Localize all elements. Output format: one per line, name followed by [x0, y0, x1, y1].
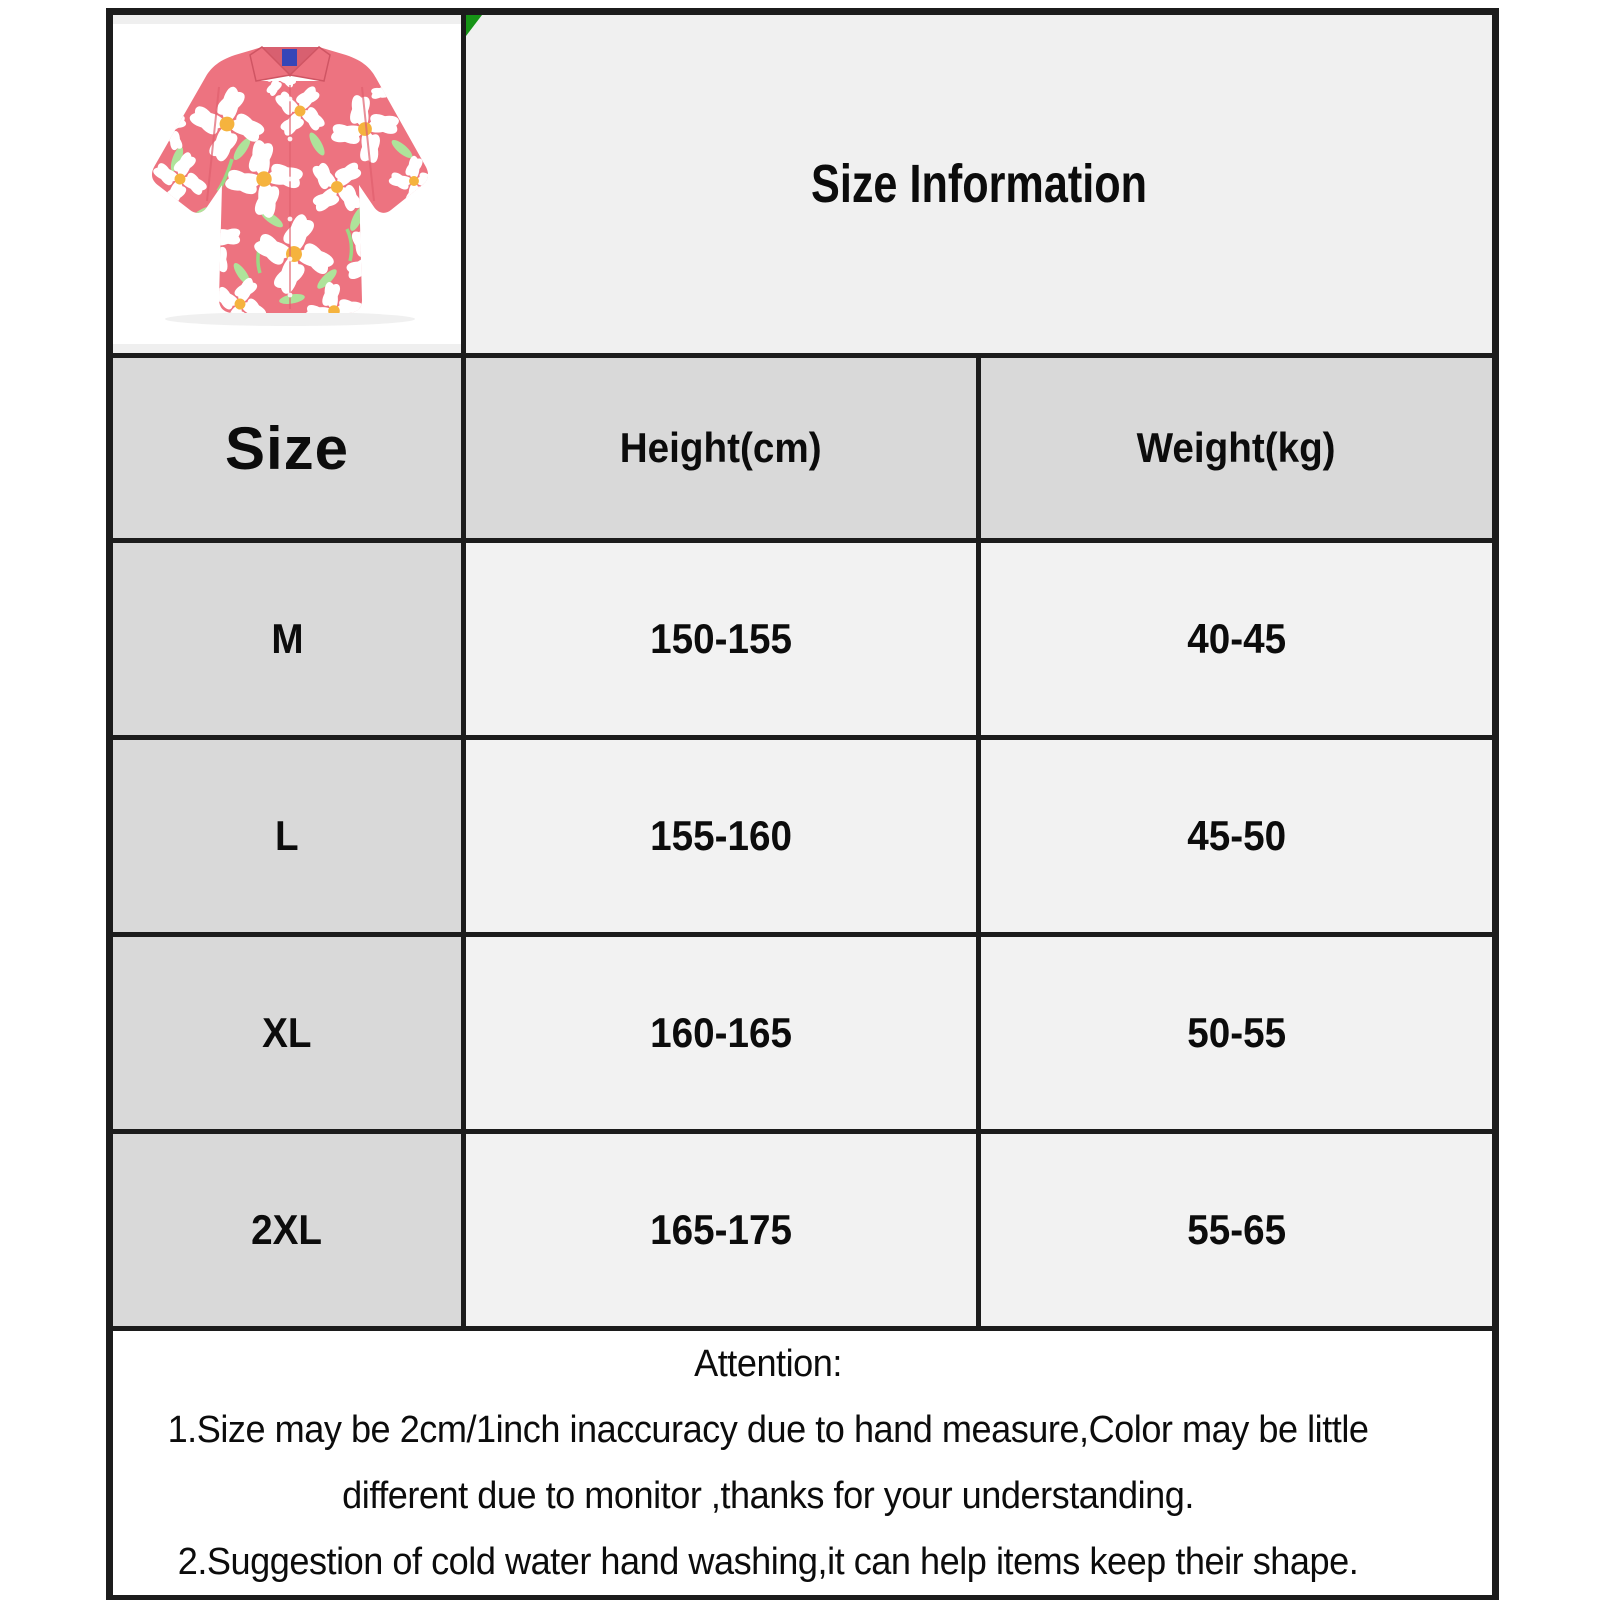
- column-header-height: Height(cm): [464, 356, 979, 541]
- photo-edge-strip: [113, 344, 461, 353]
- size-label-2xl: 2XL: [110, 1132, 464, 1329]
- attention-line: 1.Size may be 2cm/1inch inaccuracy due to hand measure,Color may be little: [167, 1409, 1369, 1451]
- column-header-row: [110, 356, 1496, 541]
- attention-row: [110, 1329, 1496, 1599]
- weight-value-xl: 50-55: [979, 935, 1496, 1132]
- size-information-header-cell: [464, 12, 1496, 356]
- height-value-m: 150-155: [464, 541, 979, 738]
- size-label-xl: XL: [110, 935, 464, 1132]
- size-table: [106, 8, 1499, 1600]
- attention-box: [110, 1329, 1496, 1599]
- attention-line: 2.Suggestion of cold water hand washing,it can help items keep their shape.: [177, 1541, 1359, 1583]
- height-value-2xl: 165-175: [464, 1132, 979, 1329]
- corner-marker-icon: [466, 15, 482, 36]
- weight-value-l: 45-50: [979, 738, 1496, 935]
- column-header-weight: Weight(kg): [979, 356, 1496, 541]
- weight-value-2xl: 55-65: [979, 1132, 1496, 1329]
- collar-tag: [282, 49, 297, 66]
- size-label-m: M: [110, 541, 464, 738]
- column-header-size: Size: [110, 356, 464, 541]
- table-row-xl: [110, 935, 1496, 1132]
- table-row-m: [110, 541, 1496, 738]
- weight-value-m: 40-45: [979, 541, 1496, 738]
- attention-title: Attention:: [694, 1343, 842, 1385]
- product-shirt-image: [122, 25, 452, 343]
- page-title: Size Information: [810, 154, 1148, 214]
- height-value-xl: 160-165: [464, 935, 979, 1132]
- product-image-cell: [110, 12, 464, 356]
- title-row: [110, 12, 1496, 356]
- attention-line: different due to monitor ,thanks for your understanding.: [342, 1475, 1194, 1517]
- size-label-l: L: [110, 738, 464, 935]
- photo-edge-strip: [113, 15, 461, 24]
- table-row-2xl: [110, 1132, 1496, 1329]
- height-value-l: 155-160: [464, 738, 979, 935]
- table-row-l: [110, 738, 1496, 935]
